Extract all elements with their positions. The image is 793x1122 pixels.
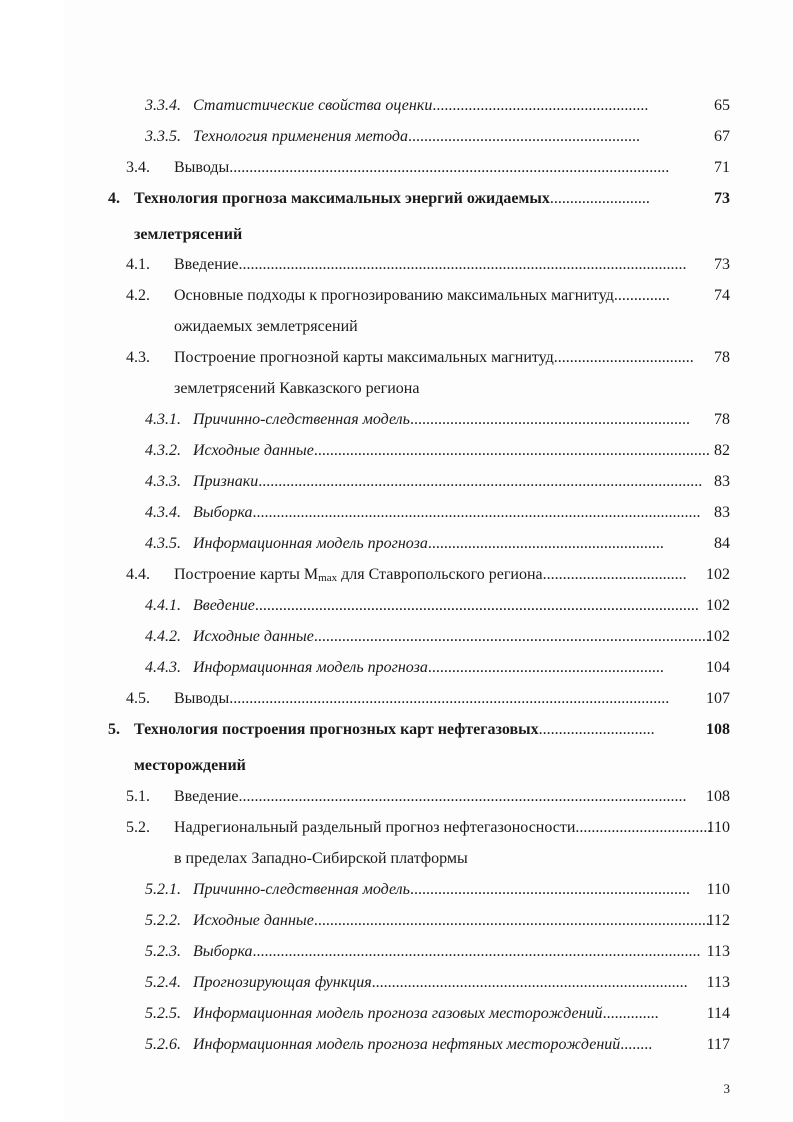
toc-entry: [0, 878, 793, 902]
toc-entry-number: 5.: [108, 721, 120, 738]
toc-entry-title: Признаки...............................................................................................................: [193, 473, 703, 490]
toc-entry-page: 104: [706, 659, 730, 676]
toc-entry-title-continuation: землетрясений Кавказского региона: [174, 380, 420, 397]
toc-entry-number: 3.3.5.: [145, 128, 181, 145]
toc-entry-number: 4.4.1.: [145, 597, 181, 614]
toc-chapter-entry: [0, 718, 793, 742]
toc-entry-title: Построение карты $M_{max}$ для Ставропольского региона....................................: [174, 566, 687, 584]
toc-entry-page: 102: [706, 566, 730, 583]
toc-entry-title: Технология прогноза максимальных энергий ожидаемых.........................: [134, 190, 650, 207]
toc-entry-title: Статистические свойства оценки......................................................: [193, 97, 649, 114]
toc-entry: [0, 253, 793, 277]
toc-entry-number: 4.2.: [126, 287, 150, 304]
toc-entry-page: 83: [714, 504, 730, 521]
toc-entry-number: 5.2.6.: [145, 1036, 181, 1053]
toc-entry-title: Технология применения метода..........................................................: [193, 128, 640, 145]
toc-entry: [0, 594, 793, 618]
toc-entry-page: 102: [706, 597, 730, 614]
toc-entry-page: 74: [714, 287, 730, 304]
toc-entry-title: Причинно-следственная модель......................................................................: [193, 881, 690, 898]
toc-entry: [0, 532, 793, 556]
toc-entry: [0, 1002, 793, 1026]
toc-entry-title: Выводы..............................................................................................................: [174, 159, 670, 176]
toc-entry-page: 71: [714, 159, 730, 176]
toc-entry-page: 67: [714, 128, 730, 145]
toc-entry-page: 83: [714, 473, 730, 490]
toc-entry-number: 4.3.3.: [145, 473, 181, 490]
toc-entry-page: 107: [706, 690, 730, 707]
toc-entry-page: 102: [706, 628, 730, 645]
toc-entry-number: 4.: [108, 190, 120, 207]
toc-entry-page: 113: [706, 943, 730, 960]
subscript-text: max: [318, 572, 338, 584]
toc-entry-title: Информационная модель прогноза нефтяных месторождений........: [193, 1036, 653, 1053]
toc-entry-page: 78: [714, 349, 730, 366]
toc-entry-title: Выводы..............................................................................................................: [174, 690, 670, 707]
toc-entry-number: 4.3.: [126, 349, 150, 366]
toc-entry: [0, 563, 793, 587]
toc-entry-title: Информационная модель прогноза...........................................................: [193, 659, 664, 676]
toc-entry-page: 114: [706, 1005, 730, 1022]
toc-entry-page: 110: [706, 881, 730, 898]
toc-entry-number: 4.4.3.: [145, 659, 181, 676]
toc-entry-title: Исходные данные...................................................................................................: [193, 442, 710, 459]
toc-entry: [0, 439, 793, 463]
toc-entry-title: Выборка................................................................................................................: [193, 504, 701, 521]
toc-entry: [0, 687, 793, 711]
toc-entry-page: 78: [714, 411, 730, 428]
toc-entry-number: 4.4.2.: [145, 628, 181, 645]
toc-entry-number: 4.1.: [126, 256, 150, 273]
toc-entry-number: 4.3.4.: [145, 504, 181, 521]
page-number: 3: [723, 1081, 730, 1096]
toc-entry-number: 4.3.5.: [145, 535, 181, 552]
toc-entry-title-continuation: месторождений: [134, 757, 246, 774]
toc-entry-title: Причинно-следственная модель......................................................................: [193, 411, 690, 428]
toc-entry: [0, 284, 793, 308]
toc-entry-number: 5.2.2.: [145, 912, 181, 929]
toc-entry-title: Основные подходы к прогнозированию максимальных магнитуд..............: [174, 287, 670, 304]
toc-entry: [0, 408, 793, 432]
toc-entry-page: 110: [706, 819, 730, 836]
toc-entry: [0, 785, 793, 809]
toc-entry-title: Введение...............................................................................................................: [193, 597, 699, 614]
toc-entry: [0, 625, 793, 649]
toc-entry-page: 108: [706, 721, 730, 738]
toc-entry-page: 73: [714, 256, 730, 273]
toc-entry-number: 5.2.1.: [145, 881, 181, 898]
toc-entry-number: 4.5.: [126, 690, 150, 707]
toc-entry: [0, 125, 793, 149]
toc-entry-number: 5.2.: [126, 819, 150, 836]
toc-entry-title: Выборка................................................................................................................: [193, 943, 701, 960]
toc-entry: [0, 346, 793, 370]
toc-entry-number: 4.4.: [126, 566, 150, 583]
toc-entry: [0, 940, 793, 964]
toc-entry-number: 5.2.3.: [145, 943, 181, 960]
toc-entry-page: 113: [706, 974, 730, 991]
toc-entry: [0, 656, 793, 680]
toc-entry-page: 82: [714, 442, 730, 459]
toc-entry-title: Информационная модель прогноза...........................................................: [193, 535, 664, 552]
toc-entry-number: 4.3.2.: [145, 442, 181, 459]
toc-entry: [0, 971, 793, 995]
toc-entry-title: Прогнозирующая функция...............................................................................: [193, 974, 688, 991]
toc-entry: [0, 470, 793, 494]
toc-entry-number: 5.2.4.: [145, 974, 181, 991]
toc-entry: [0, 501, 793, 525]
toc-chapter-entry: [0, 187, 793, 211]
toc-entry-title: Исходные данные...................................................................................................: [193, 628, 710, 645]
toc-entry-title: Технология построения прогнозных карт нефтегазовых.............................: [134, 721, 655, 738]
toc-entry-title-continuation: ожидаемых землетрясений: [174, 318, 358, 335]
toc-entry: [0, 816, 793, 840]
toc-entry-title: Построение прогнозной карты максимальных магнитуд...................................: [174, 349, 694, 366]
toc-entry-page: 73: [714, 190, 730, 207]
toc-entry-number: 3.3.4.: [145, 97, 181, 114]
toc-entry: [0, 94, 793, 118]
toc-entry-page: 65: [714, 97, 730, 114]
toc-entry: [0, 156, 793, 180]
toc-entry-title-continuation: землетрясений: [134, 226, 243, 243]
toc-entry-number: 3.4.: [126, 159, 150, 176]
toc-entry-title-continuation: в пределах Западно-Сибирской платформы: [174, 850, 468, 867]
toc-entry-number: 4.3.1.: [145, 411, 181, 428]
toc-entry-page: 84: [714, 535, 730, 552]
toc-entry-number: 5.1.: [126, 788, 150, 805]
toc-entry-title: Информационная модель прогноза газовых месторождений..............: [193, 1005, 659, 1022]
toc-entry-page: 112: [706, 912, 730, 929]
toc-entry-page: 117: [706, 1036, 730, 1053]
toc-entry-number: 5.2.5.: [145, 1005, 181, 1022]
toc-entry-title: Исходные данные...................................................................................................: [193, 912, 710, 929]
toc-entry-title: Введение................................................................................................................: [174, 788, 687, 805]
toc-entry: [0, 1033, 793, 1057]
toc-entry-page: 108: [706, 788, 730, 805]
toc-entry: [0, 909, 793, 933]
toc-entry-title: Надрегиональный раздельный прогноз нефтегазоносности..................................: [174, 819, 712, 836]
toc-entry-title: Введение................................................................................................................: [174, 256, 687, 273]
